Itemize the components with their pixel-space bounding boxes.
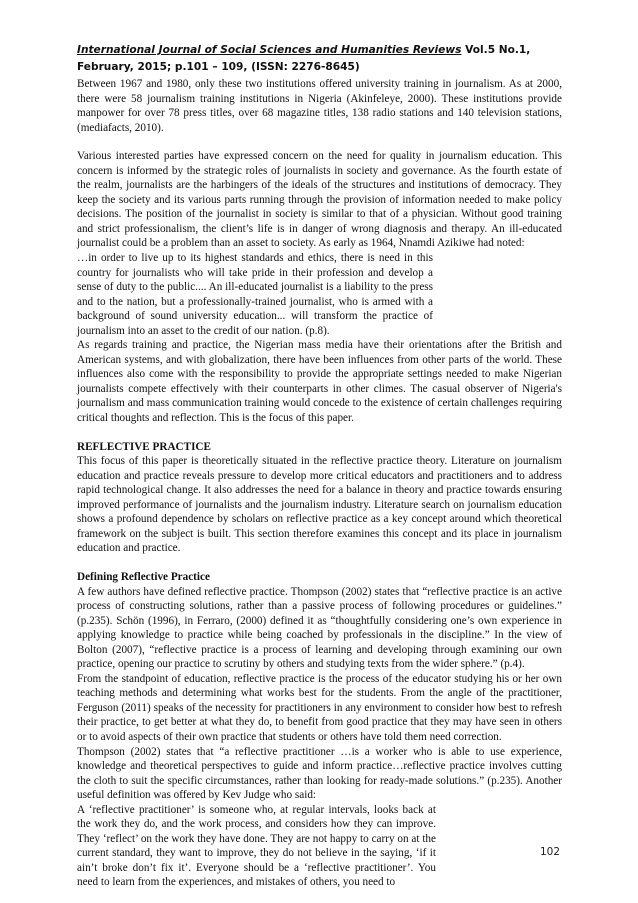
paragraph: Various interested parties have expressed concern on the need for quality in journalism education. This concern is informed by the strategic roles of journalists in society and governance. As the fourth estate of the realm, journalists are the harbingers of the ideals of the structures and institutions of democracy. They keep the society and its various parts running through the provision of information needed to make policy decisions. The position of the journalist in society is similar to that of a physician. Without good training and strict professionalism, the client’s life is in danger of wrong diagnosis and therapy. An ill-educated journalist could be a problem than an asset to society. As early as 1964, Nnamdi Azikiwe had noted: — [77, 150, 562, 250]
article-body — [77, 77, 562, 890]
section-heading: REFLECTIVE PRACTICE — [77, 440, 211, 453]
block-quote: …in order to live up to its highest standards and ethics, there is need in this country for journalists who will take pride in their profession and develop a sense of duty to the public.... An ill-educated journalist is a liability to the press and to the nation, but a professionally-trained journalist, who is armed with a background of sound university education... will transform the practice of journalism into an asset to the credit of our nation. (p.8). — [77, 252, 433, 337]
paragraph: As regards training and practice, the Nigerian mass media have their orientations after the British and American systems, and with globalization, there have been influences from other parts of the world. These influences also come with the responsibility to provide the appropriate settings needed to make Nigerian journalists compete effectively with their counterparts in other climes. The casual observer of Nigeria's journalism and mass communication training would concede to the existence of certain challenges requiring critical thoughts and reflection. This is the focus of this paper. — [77, 339, 562, 425]
paragraph-gap — [77, 556, 562, 570]
block-quote: A ‘reflective practitioner’ is someone who, at regular intervals, looks back at the work they do, and the work process, and considers how they can improve. They ‘reflect’ on the work they have done. They are not happy to carry on at the current standard, they want to improve, they do not believe in the saying, ‘if it ain’t broke don’t fix it’. Everyone should be a ‘reflective practitioner’. You need to learn from the experiences, and mistakes of others, you need to — [77, 803, 436, 889]
paragraph: Between 1967 and 1980, only these two institutions offered university training in journalism. As at 2000, there were 58 journalism training institutions in Nigeria (Akinfeleye, 2000). These institutions provide manpower for over 78 press titles, over 68 magazine titles, 138 radio stations and 140 television stations, (mediafacts, 2010). — [77, 78, 562, 134]
paragraph: From the standpoint of education, reflective practice is the process of the educator studying his or her own teaching methods and determining what works best for the students. From the angle of the practitioner, Ferguson (2011) speaks of the necessity for practitioners in any environment to consider how best to refresh their practice, to get better at what they do, to benefit from good practice that they may have seen in others or to avoid aspects of their own practice that students or others have told them need correction. — [77, 672, 562, 743]
paragraph: Thompson (2002) states that “a reflective practitioner …is a worker who is able to use experience, knowledge and theoretical perspectives to guide and inform practice…reflective practice involves cutting the cloth to suit the specific circumstances, rather than looking for ready-made solutions.” (p.235). Another useful definition was offered by Kev Judge who said: — [77, 745, 562, 802]
page-number: 102 — [540, 846, 561, 858]
subsection-heading: Defining Reflective Practice — [77, 570, 210, 583]
paragraph-gap — [77, 426, 562, 440]
journal-title: International Journal of Social Sciences and Humanities Reviews — [77, 44, 462, 56]
paragraph: A few authors have defined reflective practice. Thompson (2002) states that “reflective practice is an active process of constructing solutions, rather than a passive process of following procedures or guidelines.” (p.235). Schön (1996), in Ferraro, (2000) defined it as “thoughtfully considering one’s own experience in applying knowledge to practice while being coached by professionals in the discipline.” In the view of Bolton (2007), “reflective practice is a process of learning and developing through examining our own practice, opening our practice to scrutiny by others and studying texts from the wider sphere.” (p.4). — [77, 585, 562, 671]
journal-citation: Vol.5 No.1, February, 2015; p.101 – 109, (ISSN: 2276-8645) — [77, 44, 531, 73]
paragraph: This focus of this paper is theoretically situated in the reflective practice theory. Literature on journalism education and practice reveals pressure to develop more critical educators and practitioners and to address rapid technological change. It also addresses the need for a balance in theory and practice towards ensuring improved performance of journalists and the journalism industry. Literature search on journalism education shows a profound dependence by scholars on reflective practice as a key concept around which theoretical framework on the subject is built. This section therefore examines this concept and its place in journalism education and practice. — [77, 455, 562, 555]
journal-header — [77, 42, 562, 75]
paragraph-gap — [77, 135, 562, 149]
